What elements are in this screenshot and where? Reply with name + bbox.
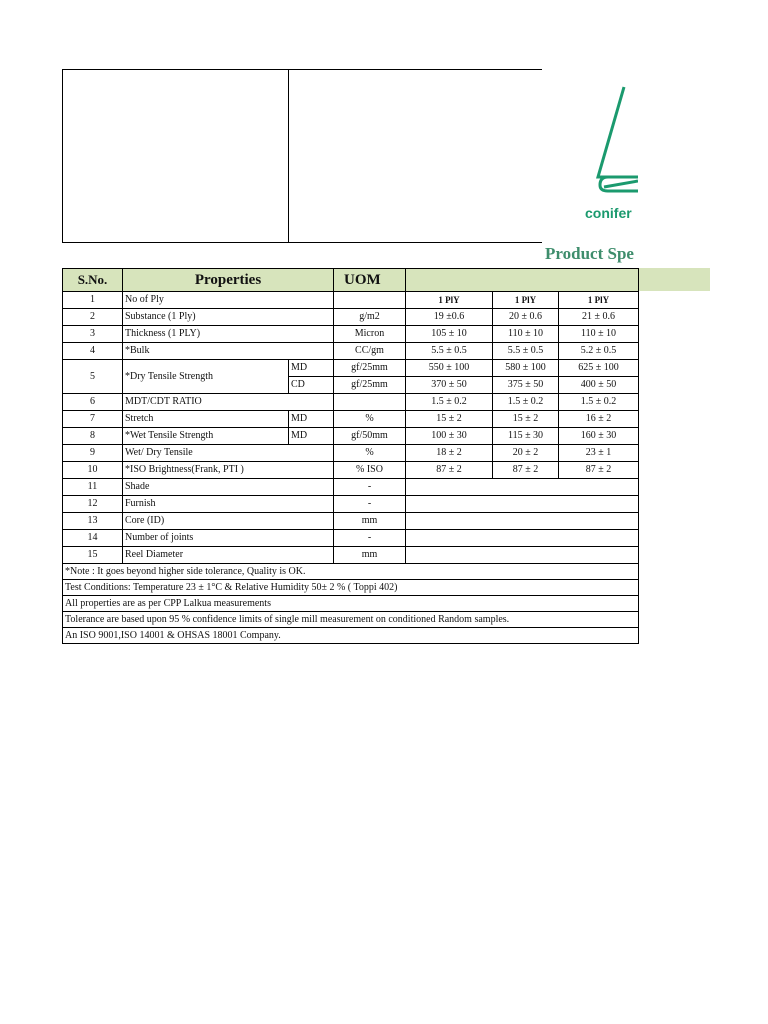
row-property: *Dry Tensile Strength <box>123 360 289 394</box>
row-value-2: 15 ± 2 <box>493 411 559 428</box>
table-row <box>63 513 639 530</box>
row-sno: 4 <box>63 343 123 360</box>
table-row <box>63 343 639 360</box>
row-property: MDT/CDT RATIO <box>123 394 334 411</box>
table-row <box>63 360 639 377</box>
row-sno: 2 <box>63 309 123 326</box>
table-row <box>63 462 639 479</box>
row-property: No of Ply <box>123 292 334 309</box>
row-uom: % ISO <box>334 462 406 479</box>
table-row <box>63 547 639 564</box>
row-value-2: 87 ± 2 <box>493 462 559 479</box>
row-value-3: 23 ± 1 <box>559 445 639 462</box>
row-value-3: 160 ± 30 <box>559 428 639 445</box>
note-text: Test Conditions: Temperature 23 ± 1°C & Relative Humidity 50± 2 % ( Toppi 402) <box>63 580 639 596</box>
row-uom: - <box>334 530 406 547</box>
row-value-1: 100 ± 30 <box>406 428 493 445</box>
table-row <box>63 394 639 411</box>
row-property: *Wet Tensile Strength <box>123 428 289 445</box>
row-value-3: 110 ± 10 <box>559 326 639 343</box>
row-value-2: 1 PlY <box>493 292 559 309</box>
table-row <box>63 530 639 547</box>
row-value-1: 19 ±0.6 <box>406 309 493 326</box>
row-property: Stretch <box>123 411 289 428</box>
note-row <box>63 580 639 596</box>
row-property: *ISO Brightness(Frank, PTI ) <box>123 462 334 479</box>
row-value-3: 21 ± 0.6 <box>559 309 639 326</box>
header-left-box <box>62 69 289 243</box>
row-direction: MD <box>289 411 334 428</box>
row-value-2: 580 ± 100 <box>493 360 559 377</box>
row-direction: MD <box>289 360 334 377</box>
row-direction: CD <box>289 377 334 394</box>
row-values <box>406 530 639 547</box>
row-sno: 5 <box>63 360 123 394</box>
row-value-3: 400 ± 50 <box>559 377 639 394</box>
row-uom: % <box>334 411 406 428</box>
note-row <box>63 564 639 580</box>
row-uom: gf/25mm <box>334 377 406 394</box>
row-value-3: 1.5 ± 0.2 <box>559 394 639 411</box>
table-row <box>63 326 639 343</box>
row-property: Reel Diameter <box>123 547 334 564</box>
row-sno: 13 <box>63 513 123 530</box>
row-sno: 12 <box>63 496 123 513</box>
row-property: Thickness (1 PLY) <box>123 326 334 343</box>
header-properties: Properties <box>123 269 334 292</box>
row-sno: 3 <box>63 326 123 343</box>
row-value-3: 1 PlY <box>559 292 639 309</box>
row-value-2: 110 ± 10 <box>493 326 559 343</box>
table-row <box>63 479 639 496</box>
table-row <box>63 411 639 428</box>
row-uom: gf/50mm <box>334 428 406 445</box>
row-value-1: 370 ± 50 <box>406 377 493 394</box>
table-row <box>63 496 639 513</box>
table-row <box>63 292 639 309</box>
row-value-1: 550 ± 100 <box>406 360 493 377</box>
note-text: *Note : It goes beyond higher side tolerance, Quality is OK. <box>63 564 639 580</box>
row-uom: Micron <box>334 326 406 343</box>
table-row <box>63 445 639 462</box>
row-value-1: 105 ± 10 <box>406 326 493 343</box>
header-top-rule <box>288 69 542 70</box>
row-uom: g/m2 <box>334 309 406 326</box>
row-sno: 11 <box>63 479 123 496</box>
row-value-2: 375 ± 50 <box>493 377 559 394</box>
row-value-1: 87 ± 2 <box>406 462 493 479</box>
row-value-1: 5.5 ± 0.5 <box>406 343 493 360</box>
logo-text: conifer <box>585 205 632 221</box>
note-text: All properties are as per CPP Lalkua measurements <box>63 596 639 612</box>
row-sno: 15 <box>63 547 123 564</box>
header-divider <box>288 69 289 243</box>
page-title: Product Spe <box>545 244 634 263</box>
header-values <box>406 269 639 292</box>
row-values <box>406 547 639 564</box>
row-uom <box>334 394 406 411</box>
row-values <box>406 496 639 513</box>
note-row <box>63 628 639 644</box>
header-uom: UOM <box>334 269 406 292</box>
table-header-row <box>63 269 639 292</box>
row-property: Furnish <box>123 496 334 513</box>
note-text: Tolerance are based upon 95 % confidence limits of single mill measurement on conditioned Random samples. <box>63 612 639 628</box>
row-value-1: 1.5 ± 0.2 <box>406 394 493 411</box>
row-value-3: 87 ± 2 <box>559 462 639 479</box>
row-property: Number of joints <box>123 530 334 547</box>
row-direction: MD <box>289 428 334 445</box>
header-sno: S.No. <box>63 269 123 292</box>
row-sno: 7 <box>63 411 123 428</box>
row-property: *Bulk <box>123 343 334 360</box>
row-uom: mm <box>334 547 406 564</box>
row-uom: - <box>334 496 406 513</box>
row-uom: CC/gm <box>334 343 406 360</box>
row-uom: gf/25mm <box>334 360 406 377</box>
row-value-2: 115 ± 30 <box>493 428 559 445</box>
row-values <box>406 513 639 530</box>
header-row-fill <box>638 268 710 291</box>
table-row <box>63 309 639 326</box>
row-values <box>406 479 639 496</box>
row-property: Substance (1 Ply) <box>123 309 334 326</box>
row-sno: 6 <box>63 394 123 411</box>
row-uom: % <box>334 445 406 462</box>
row-uom <box>334 292 406 309</box>
row-sno: 10 <box>63 462 123 479</box>
row-property: Shade <box>123 479 334 496</box>
row-property: Wet/ Dry Tensile <box>123 445 334 462</box>
note-row <box>63 612 639 628</box>
row-sno: 8 <box>63 428 123 445</box>
row-value-2: 20 ± 2 <box>493 445 559 462</box>
row-uom: - <box>334 479 406 496</box>
row-value-1: 15 ± 2 <box>406 411 493 428</box>
row-value-3: 625 ± 100 <box>559 360 639 377</box>
row-sno: 9 <box>63 445 123 462</box>
row-sno: 14 <box>63 530 123 547</box>
row-uom: mm <box>334 513 406 530</box>
row-value-3: 5.2 ± 0.5 <box>559 343 639 360</box>
row-value-2: 20 ± 0.6 <box>493 309 559 326</box>
row-value-2: 1.5 ± 0.2 <box>493 394 559 411</box>
table-row <box>63 428 639 445</box>
row-value-2: 5.5 ± 0.5 <box>493 343 559 360</box>
note-row <box>63 596 639 612</box>
row-sno: 1 <box>63 292 123 309</box>
row-value-1: 1 PlY <box>406 292 493 309</box>
note-text: An ISO 9001,ISO 14001 & OHSAS 18001 Company. <box>63 628 639 644</box>
spec-table <box>62 268 639 644</box>
row-value-3: 16 ± 2 <box>559 411 639 428</box>
row-value-1: 18 ± 2 <box>406 445 493 462</box>
row-property: Core (ID) <box>123 513 334 530</box>
